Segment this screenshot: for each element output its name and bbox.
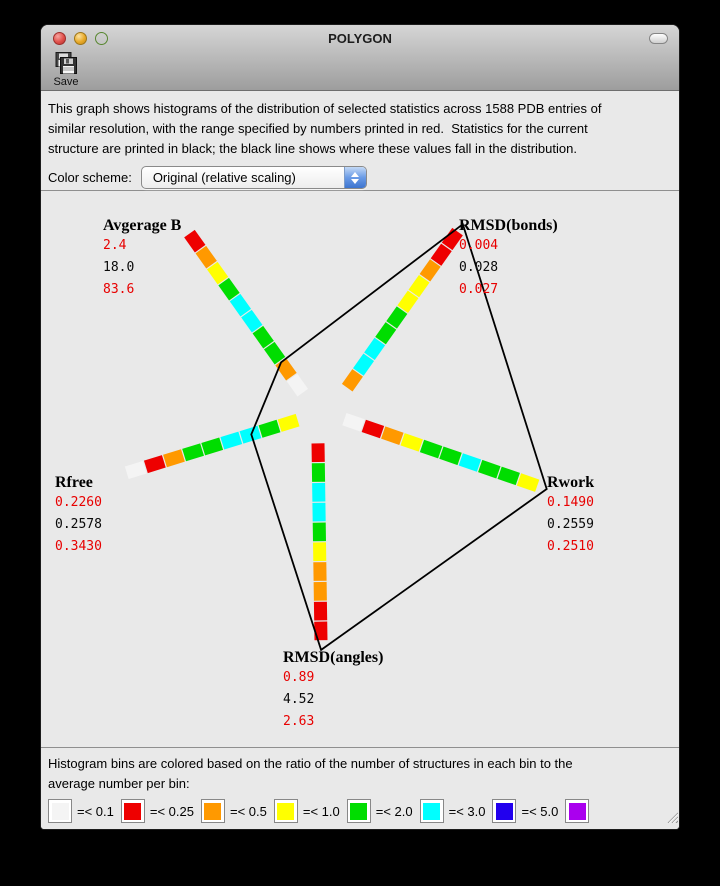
info-panel [41,91,679,191]
histogram-bin [347,373,357,388]
axis-label-rfree [55,474,102,558]
window-title: POLYGON [328,31,392,46]
legend-row [48,799,679,823]
histogram-bin [480,466,498,472]
histogram-bin [425,263,435,278]
histogram-bin [281,362,292,377]
axis-min: 0.1490 [547,495,594,510]
histogram-bin [246,314,257,329]
legend-swatch-white [48,799,72,823]
histogram-bin [201,250,212,265]
footer-line: average number per bin: [48,776,190,791]
histogram-bin [189,234,200,249]
color-scheme-value: Original (relative scaling) [152,170,296,185]
legend-swatch-color [52,803,69,820]
legend-label: =< 2.0 [375,803,413,819]
histogram-bin [184,450,202,456]
axis-max: 83.6 [103,282,135,297]
legend-swatch-color [124,803,141,820]
histogram-bin [383,433,401,439]
axis-max: 2.63 [283,714,315,729]
histogram-bin [403,294,413,309]
histogram-bin [280,420,298,426]
color-scheme-select[interactable] [141,166,367,189]
histogram-bin [381,326,391,341]
legend-swatch-color [569,803,586,820]
histogram-bin [235,298,246,313]
histogram-bin [403,439,421,445]
histogram-bin [292,378,303,393]
description-line: This graph shows histograms of the distribution of selected statistics across 1588 PDB entries of [48,101,602,116]
axis-title: RMSD(bonds) [459,217,558,234]
toolbar [41,51,679,91]
axis-label-rmsd-angles [283,649,383,733]
axis-min: 0.2260 [55,495,102,510]
axis-max: 0.3430 [55,539,102,554]
color-scheme-label: Color scheme: [48,170,132,185]
histogram-bin [241,432,259,438]
histogram-bin [519,479,537,485]
description-line: similar resolution, with the range specified by numbers printed in red. Statistics for the current [48,121,588,136]
histogram-bin [369,342,379,357]
save-button[interactable] [49,51,83,89]
window-chrome [41,25,679,91]
legend-swatch-green [347,799,371,823]
histogram-bin [261,426,279,432]
legend-label: =< 3.0 [448,803,486,819]
axis-min: 0.004 [459,238,499,253]
histogram-bin [422,446,440,452]
legend-swatch-color [277,803,294,820]
save-floppy-icon [54,51,78,75]
polygon-plot [41,191,679,747]
axis-label-average-b [103,217,181,301]
color-scheme-row [48,166,679,189]
legend-label: =< 0.5 [229,803,267,819]
histogram-bin [436,247,446,262]
save-button-label: Save [53,76,79,88]
legend-swatch-purple [565,799,589,823]
legend-swatch-red [121,799,145,823]
legend-swatch-yellow [274,799,298,823]
histogram-bin [461,459,479,465]
axis-min: 2.4 [103,238,127,253]
axis-max: 0.2510 [547,539,594,554]
legend-swatch-blue [492,799,516,823]
axis-title: Avgerage B [103,217,182,234]
histogram-bin [358,357,368,372]
axis-title: Rfree [55,474,93,491]
legend-panel [41,747,679,830]
legend-label: =< 5.0 [521,803,559,819]
axis-min: 0.89 [283,670,315,685]
histogram-bin [203,444,221,450]
legend-swatch-color [204,803,221,820]
axis-title: Rwork [547,474,595,491]
legend-label: =< 0.1 [77,803,114,819]
axis-value: 4.52 [283,692,315,707]
histogram-bin [500,473,518,479]
axis-max: 0.027 [459,282,499,297]
histogram-bin [344,419,362,425]
axis-value: 0.2559 [547,517,594,532]
histogram-bin [224,282,235,297]
footer-line: Histogram bins are colored based on the ratio of the number of structures in each bin to the [48,756,573,771]
histogram-bin [165,455,183,461]
legend-label: =< 1.0 [302,803,340,819]
histogram-bin [364,426,382,432]
popup-arrows-icon [344,167,366,188]
axis-title: RMSD(angles) [283,649,384,666]
titlebar[interactable] [41,25,679,51]
legend-swatch-color [496,803,513,820]
legend-swatch-orange [201,799,225,823]
polygon-window [40,24,680,830]
histogram-bin [258,330,269,345]
histogram-bin [414,279,424,294]
histogram-bin [212,266,223,281]
histogram-bin [127,467,145,473]
axis-value: 0.2578 [55,517,102,532]
axis-value: 18.0 [103,260,135,275]
axis-label-rwork [547,474,594,558]
toolbar-toggle-button[interactable] [649,33,668,44]
legend-swatch-color [423,803,440,820]
histogram-bin [441,453,459,459]
description-line: structure are printed in black; the black line shows where these values fall in the distribution. [48,141,577,156]
histogram-bin [146,461,164,467]
axis-label-rmsd-bonds [459,217,558,301]
axis-value: 0.028 [459,260,499,275]
legend-swatch-color [350,803,367,820]
legend-label: =< 0.25 [149,803,194,819]
resize-grip[interactable] [665,810,678,828]
histogram-bin [392,310,402,325]
histogram-bin [269,346,280,361]
histogram-bin [222,438,240,444]
legend-swatch-cyan [420,799,444,823]
